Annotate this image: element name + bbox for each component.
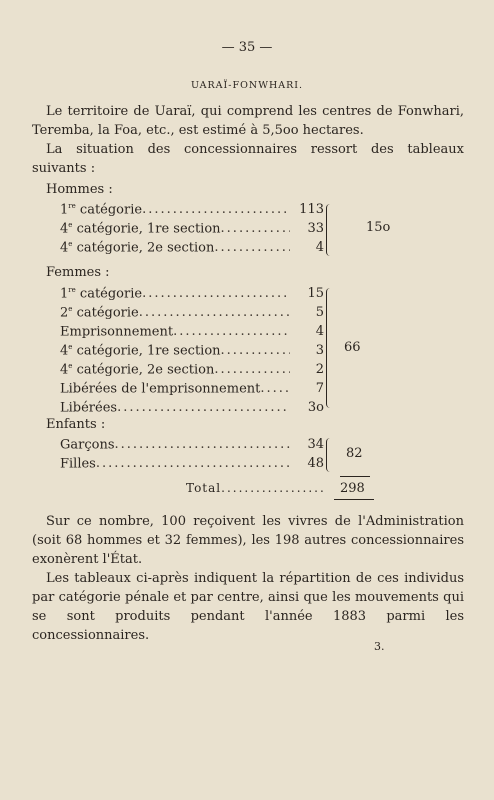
table-row <box>60 286 324 306</box>
group-title-femmes: Femmes : <box>46 265 110 280</box>
table-row <box>60 240 324 260</box>
table-row <box>60 324 324 344</box>
subtotal-hommes: 15o <box>366 220 391 235</box>
row-value: 15 <box>307 286 324 302</box>
table-row <box>60 362 324 382</box>
footer-number: 3. <box>374 640 385 653</box>
row-value: 3o <box>307 400 324 416</box>
row-value: 2 <box>315 362 324 378</box>
paragraph-vivres: Sur ce nombre, 100 reçoivent les vivres de l'Administration (soit 68 hommes et 32 femmes), les 198 autres concessionnaires exonèrent l'État. <box>32 514 464 567</box>
table-row <box>60 221 324 241</box>
row-value: 5 <box>315 305 324 321</box>
total-rule-bottom <box>334 499 374 500</box>
total-value: 298 <box>340 481 365 496</box>
total-rule-top <box>340 476 370 477</box>
paragraph-situation: La situation des concessionnaires ressort des tableaux suivants : <box>32 142 464 176</box>
table-row <box>60 381 324 401</box>
row-label: 1re catégorie <box>60 202 143 218</box>
table-row <box>60 343 324 363</box>
row-value: 48 <box>307 456 324 472</box>
row-label: Libérées <box>60 400 118 416</box>
table-row <box>60 305 324 325</box>
total-label: Total <box>186 481 222 495</box>
row-label: 4e catégorie, 2e section <box>60 240 215 256</box>
row-value: 113 <box>299 202 324 218</box>
running-head: UARAÏ-FONWHARI. <box>190 80 304 91</box>
brace-hommes <box>326 204 335 256</box>
row-label: Filles <box>60 456 96 472</box>
paragraph-territory: Le territoire de Uaraï, qui comprend les centres de Fonwhari, Teremba, la Foa, etc., est estimé à 5,5oo hectares. <box>32 104 464 138</box>
row-label: 1re catégorie <box>60 286 143 302</box>
group-title-enfants: Enfants : <box>46 417 106 432</box>
row-label: 4e catégorie, 2e section <box>60 362 215 378</box>
row-value: 4 <box>315 324 324 340</box>
row-value: 4 <box>315 240 324 256</box>
row-label: Libérées de l'emprisonnement <box>60 381 261 397</box>
row-value: 7 <box>315 381 324 397</box>
row-value: 3 <box>315 343 324 359</box>
row-value: 34 <box>307 437 324 453</box>
row-label: 2e catégorie <box>60 305 139 321</box>
brace-enfants <box>326 438 335 472</box>
table-row <box>60 437 324 457</box>
subtotal-femmes: 66 <box>344 340 361 355</box>
table-row <box>60 202 324 222</box>
subtotal-enfants: 82 <box>346 446 363 461</box>
row-label: Garçons <box>60 437 115 453</box>
total-row <box>186 481 326 495</box>
row-label: 4e catégorie, 1re section <box>60 221 221 237</box>
brace-femmes <box>326 288 335 408</box>
group-title-hommes: Hommes : <box>46 182 113 197</box>
row-label: Emprisonnement <box>60 324 174 340</box>
table-row <box>60 456 324 476</box>
row-value: 33 <box>307 221 324 237</box>
paragraph-tableaux: Les tableaux ci-après indiquent la répartition de ces individus par catégorie pénale et par centre, ainsi que les mouvements qui se sont produits pendant l'année 1883 parmi les concessionnaires. <box>32 571 464 643</box>
page-number: — 35 — <box>221 40 273 55</box>
row-label: 4e catégorie, 1re section <box>60 343 221 359</box>
